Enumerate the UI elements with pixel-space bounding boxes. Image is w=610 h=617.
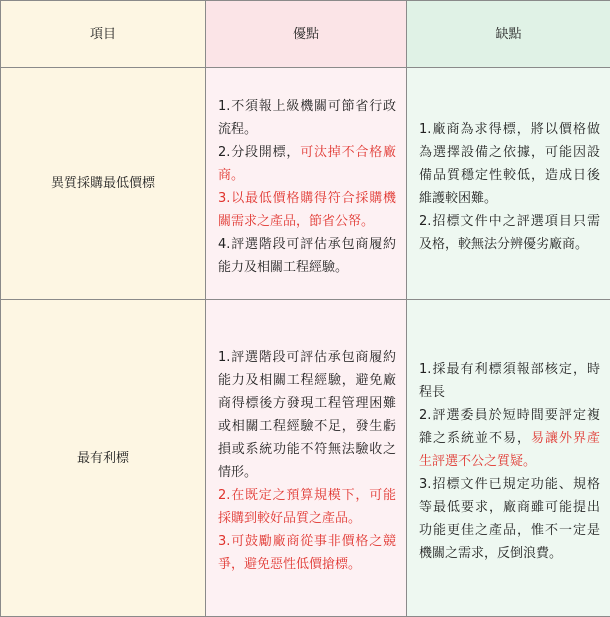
list-item [419,358,600,404]
table-row [1,300,610,617]
header-pros: 優點 [206,1,407,68]
row-label: 最有利標 [1,300,206,617]
item-text: 1.不須報上級機關可節省行政流程。 [218,99,396,137]
list-item [218,346,396,484]
list-item [218,141,396,187]
item-text: 4.評選階段可評估承包商履約能力及相關工程經驗。 [218,237,396,275]
pros-cell [206,300,407,617]
list-item [419,118,600,210]
header-row [1,1,610,68]
highlighted-text: 3.可鼓勵廠商從事非價格之競爭，避免惡性低價搶標。 [218,534,396,572]
list-item [218,95,396,141]
table-row [1,68,610,300]
item-text: 2.招標文件中之評選項目只需及格，較無法分辨優劣廠商。 [419,214,600,252]
list-item [218,187,396,233]
cons-cell [407,68,610,300]
list-item [218,530,396,576]
list-item [419,404,600,473]
highlighted-text: 可汰掉不合格廠商。 [218,145,396,183]
item-text: 3.招標文件已規定功能、規格等最低要求，廠商雖可能提出功能更佳之產品，惟不一定是機關之需求，反倒浪費。 [419,477,600,561]
item-text: 1.評選階段可評估承包商履約能力及相關工程經驗，避免廠商得標後方發現工程管理困難或相關工程經驗不足，發生虧損或系統功能不符無法驗收之情形。 [218,350,396,480]
list-item [218,233,396,279]
highlighted-text: 2.在既定之預算規模下，可能採購到較好品質之產品。 [218,488,396,526]
highlighted-text: 3.以最低價格購得符合採購機關需求之產品，節省公帑。 [218,191,396,229]
item-text: 2.評選委員於短時間要評定複雜之系統並不易， [419,408,600,446]
pros-cell [206,68,407,300]
cons-cell [407,300,610,617]
item-text: 1.採最有利標須報部核定，時程長 [419,362,600,400]
header-cons: 缺點 [407,1,610,68]
item-text: 2.分段開標， [218,145,300,160]
header-item: 項目 [1,1,206,68]
list-item [218,484,396,530]
item-text: 1.廠商為求得標，將以價格做為選擇設備之依據，可能因設備品質穩定性較低，造成日後維護較困難。 [419,122,600,206]
highlighted-text: 易讓外界產生評選不公之質疑。 [419,431,600,469]
list-item [419,210,600,256]
row-label: 異質採購最低價標 [1,68,206,300]
list-item [419,473,600,565]
